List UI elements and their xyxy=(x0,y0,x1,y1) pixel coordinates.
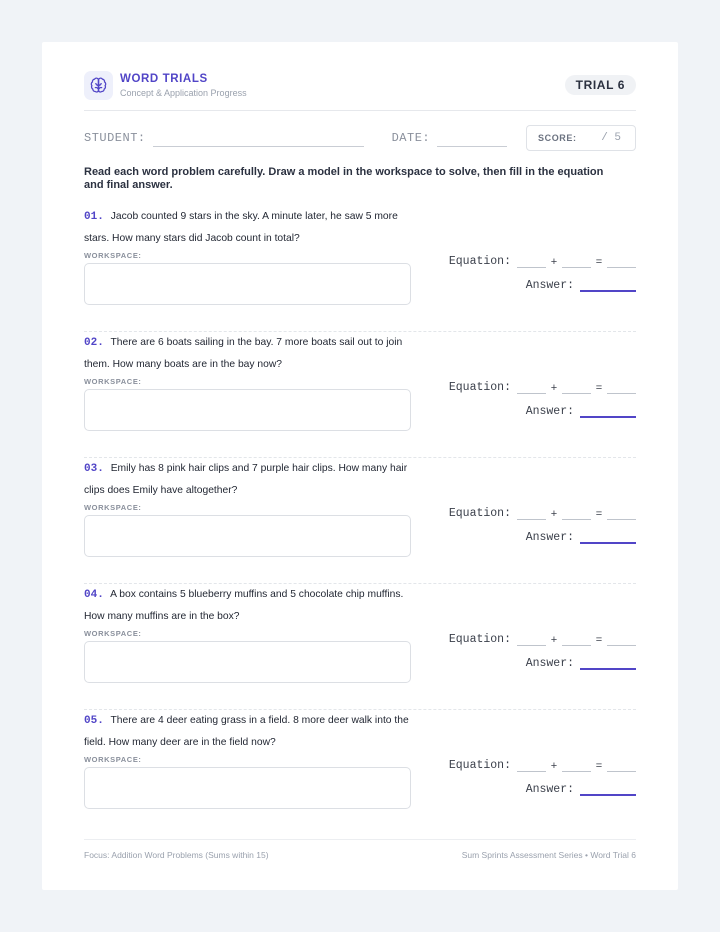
score-box[interactable] xyxy=(526,125,636,151)
workspace-label: WORKSPACE: xyxy=(84,377,142,386)
problem-number: 02. xyxy=(84,337,104,349)
answer-label: Answer: xyxy=(525,531,574,544)
sum-blank[interactable] xyxy=(607,505,636,520)
equation-area xyxy=(446,754,636,796)
problem-text xyxy=(84,458,414,501)
problem-item xyxy=(84,584,636,710)
equation-area xyxy=(446,250,636,292)
student-info-row xyxy=(84,126,636,150)
answer-blank[interactable] xyxy=(580,529,636,544)
problem-number: 01. xyxy=(84,211,104,223)
answer-row xyxy=(446,778,636,796)
equation-row xyxy=(446,376,636,394)
equals-sign: = xyxy=(595,760,603,772)
workspace-label: WORKSPACE: xyxy=(84,755,142,764)
score-max: / 5 xyxy=(601,132,621,144)
answer-label: Answer: xyxy=(525,657,574,670)
plus-sign: + xyxy=(550,634,558,646)
equation-row xyxy=(446,628,636,646)
addend-2-blank[interactable] xyxy=(562,505,591,520)
app-subtitle: Concept & Application Progress xyxy=(120,87,247,98)
problem-item xyxy=(84,332,636,458)
plus-sign: + xyxy=(550,256,558,268)
app-title: WORD TRIALS xyxy=(120,72,208,85)
equals-sign: = xyxy=(595,382,603,394)
trial-badge: TRIAL 6 xyxy=(565,75,636,95)
equation-label: Equation: xyxy=(448,633,511,646)
problem-item xyxy=(84,206,636,332)
student-label: STUDENT: xyxy=(84,131,146,145)
sum-blank[interactable] xyxy=(607,757,636,772)
answer-row xyxy=(446,526,636,544)
workspace-box[interactable] xyxy=(84,641,411,683)
workspace-box[interactable] xyxy=(84,515,411,557)
problem-number: 05. xyxy=(84,715,104,727)
problem-number: 03. xyxy=(84,463,104,475)
sum-blank[interactable] xyxy=(607,631,636,646)
equation-row xyxy=(446,250,636,268)
instructions: Read each word problem carefully. Draw a model in the workspace to solve, then fill in the equation and final answer. xyxy=(84,166,604,191)
problem-item xyxy=(84,458,636,584)
worksheet-page xyxy=(42,42,678,890)
equation-area xyxy=(446,376,636,418)
problem-question: A box contains 5 blueberry muffins and 5 chocolate chip muffins. How many muffins are in the box? xyxy=(84,589,404,622)
problem-item xyxy=(84,710,636,836)
addend-2-blank[interactable] xyxy=(562,253,591,268)
answer-row xyxy=(446,652,636,670)
problem-text xyxy=(84,206,414,249)
sum-blank[interactable] xyxy=(607,253,636,268)
workspace-box[interactable] xyxy=(84,767,411,809)
problem-text xyxy=(84,584,414,627)
equals-sign: = xyxy=(595,508,603,520)
addend-2-blank[interactable] xyxy=(562,757,591,772)
workspace-box[interactable] xyxy=(84,263,411,305)
sum-blank[interactable] xyxy=(607,379,636,394)
equation-row xyxy=(446,754,636,772)
addend-1-blank[interactable] xyxy=(517,631,546,646)
equation-label: Equation: xyxy=(448,759,511,772)
brand xyxy=(84,71,247,100)
answer-blank[interactable] xyxy=(580,277,636,292)
footer xyxy=(84,839,636,860)
addend-2-blank[interactable] xyxy=(562,379,591,394)
equation-label: Equation: xyxy=(448,255,511,268)
answer-blank[interactable] xyxy=(580,781,636,796)
workspace-label: WORKSPACE: xyxy=(84,503,142,512)
addend-1-blank[interactable] xyxy=(517,505,546,520)
answer-label: Answer: xyxy=(525,405,574,418)
header xyxy=(84,70,636,100)
problem-list xyxy=(84,206,636,836)
answer-blank[interactable] xyxy=(580,403,636,418)
workspace-label: WORKSPACE: xyxy=(84,629,142,638)
footer-focus: Focus: Addition Word Problems (Sums within 15) xyxy=(84,850,269,860)
plus-sign: + xyxy=(550,508,558,520)
footer-series: Sum Sprints Assessment Series • Word Trial 6 xyxy=(461,850,636,860)
header-divider xyxy=(84,110,636,111)
equation-label: Equation: xyxy=(448,381,511,394)
answer-row xyxy=(446,274,636,292)
score-label: SCORE: xyxy=(538,133,577,143)
problem-text xyxy=(84,332,414,375)
problem-text xyxy=(84,710,414,753)
problem-number: 04. xyxy=(84,589,104,601)
equation-area xyxy=(446,628,636,670)
addend-2-blank[interactable] xyxy=(562,631,591,646)
workspace-label: WORKSPACE: xyxy=(84,251,142,260)
problem-question: Jacob counted 9 stars in the sky. A minute later, he saw 5 more stars. How many stars did Jacob count in total? xyxy=(84,211,398,244)
answer-blank[interactable] xyxy=(580,655,636,670)
equation-area xyxy=(446,502,636,544)
addend-1-blank[interactable] xyxy=(517,757,546,772)
equals-sign: = xyxy=(595,634,603,646)
plus-sign: + xyxy=(550,382,558,394)
addend-1-blank[interactable] xyxy=(517,379,546,394)
answer-label: Answer: xyxy=(525,783,574,796)
problem-question: There are 4 deer eating grass in a field. 8 more deer walk into the field. How many deer are in the field now? xyxy=(84,715,409,748)
answer-label: Answer: xyxy=(525,279,574,292)
equation-label: Equation: xyxy=(448,507,511,520)
answer-row xyxy=(446,400,636,418)
problem-question: Emily has 8 pink hair clips and 7 purple hair clips. How many hair clips does Emily have altogether? xyxy=(84,463,408,496)
workspace-box[interactable] xyxy=(84,389,411,431)
brain-icon xyxy=(84,71,113,100)
equals-sign: = xyxy=(595,256,603,268)
date-label: DATE: xyxy=(391,131,431,145)
plus-sign: + xyxy=(550,760,558,772)
problem-question: There are 6 boats sailing in the bay. 7 more boats sail out to join them. How many boats are in the bay now? xyxy=(84,337,403,370)
student-name-field[interactable] xyxy=(153,130,364,147)
addend-1-blank[interactable] xyxy=(517,253,546,268)
date-field[interactable] xyxy=(437,130,507,147)
equation-row xyxy=(446,502,636,520)
